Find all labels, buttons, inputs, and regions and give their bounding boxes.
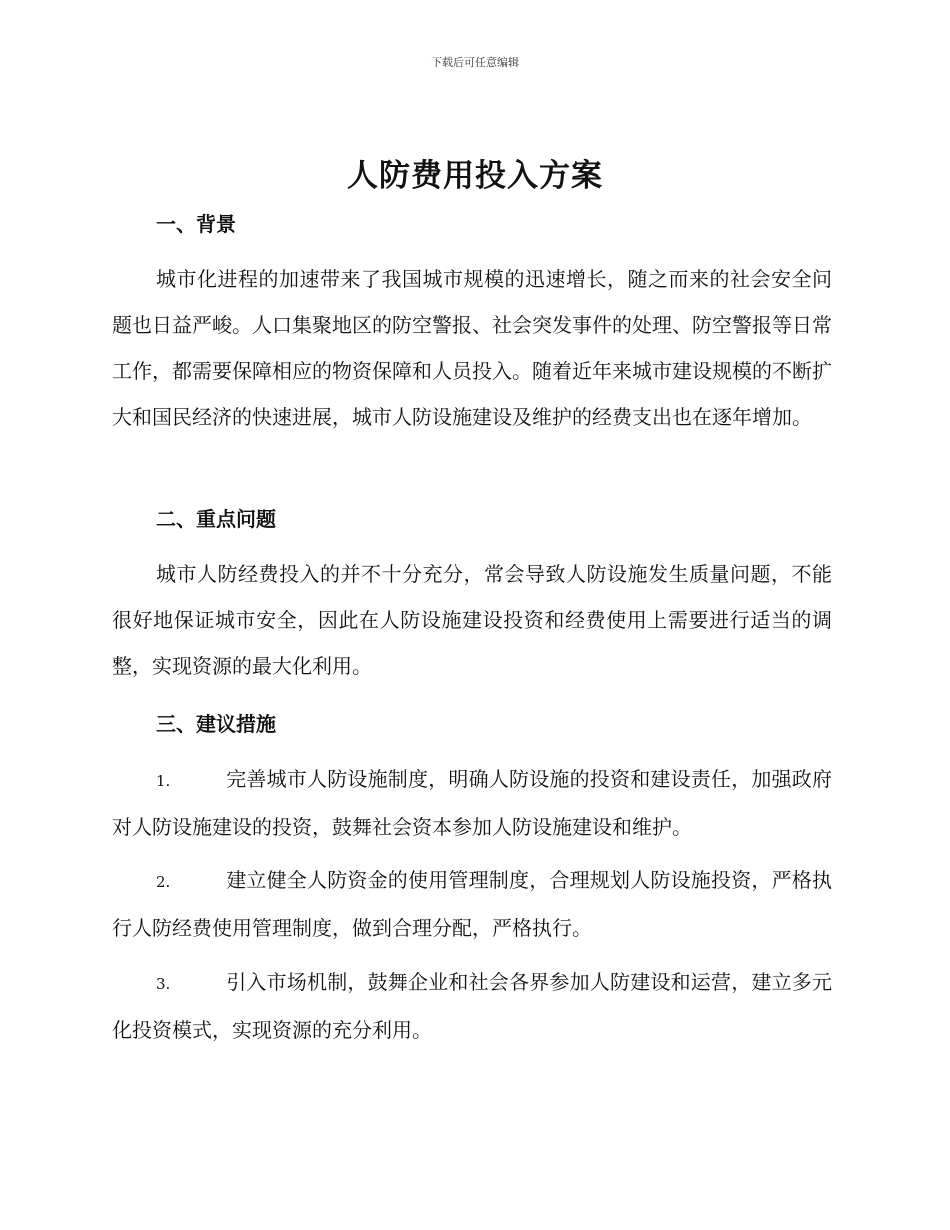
section-heading-key-issues: 二、重点问题 — [156, 507, 276, 531]
list-item — [112, 959, 832, 1053]
section-heading-background: 一、背景 — [156, 212, 236, 236]
list-item — [112, 756, 832, 850]
section-heading-recommendations: 三、建议措施 — [156, 712, 276, 736]
list-item — [112, 857, 832, 951]
list-item-text: 引入市场机制，鼓舞企业和社会各界参加人防建设和运营，建立多元化投资模式，实现资源的充分利用。 — [112, 970, 832, 1042]
list-item-text: 建立健全人防资金的使用管理制度，合理规划人防设施投资，严格执行人防经费使用管理制度，做到合理分配，严格执行。 — [112, 868, 832, 940]
list-item-number: 1. — [156, 772, 171, 790]
list-item-number: 2. — [156, 873, 171, 891]
section-paragraph-key-issues: 城市人防经费投入的并不十分充分，常会导致人防设施发生质量问题，不能很好地保证城市安全，因此在人防设施建设投资和经费使用上需要进行适当的调整，实现资源的最大化利用。 — [112, 562, 832, 678]
list-item-text: 完善城市人防设施制度，明确人防设施的投资和建设责任，加强政府对人防设施建设的投资，鼓舞社会资本参加人防设施建设和维护。 — [112, 767, 832, 839]
document-title: 人防费用投入方案 — [347, 158, 603, 194]
section-paragraph-background: 城市化进程的加速带来了我国城市规模的迅速增长，随之而来的社会安全问题也日益严峻。人口集聚地区的防空警报、社会突发事件的处理、防空警报等日常工作，都需要保障相应的物资保障和人员投入。随着近年来城市建设规模的不断扩大和国民经济的快速进展，城市人防设施建设及维护的经费支出也在逐年增加。 — [112, 267, 832, 429]
header-note: 下载后可任意编辑 — [431, 56, 519, 69]
list-item-number: 3. — [156, 975, 171, 993]
